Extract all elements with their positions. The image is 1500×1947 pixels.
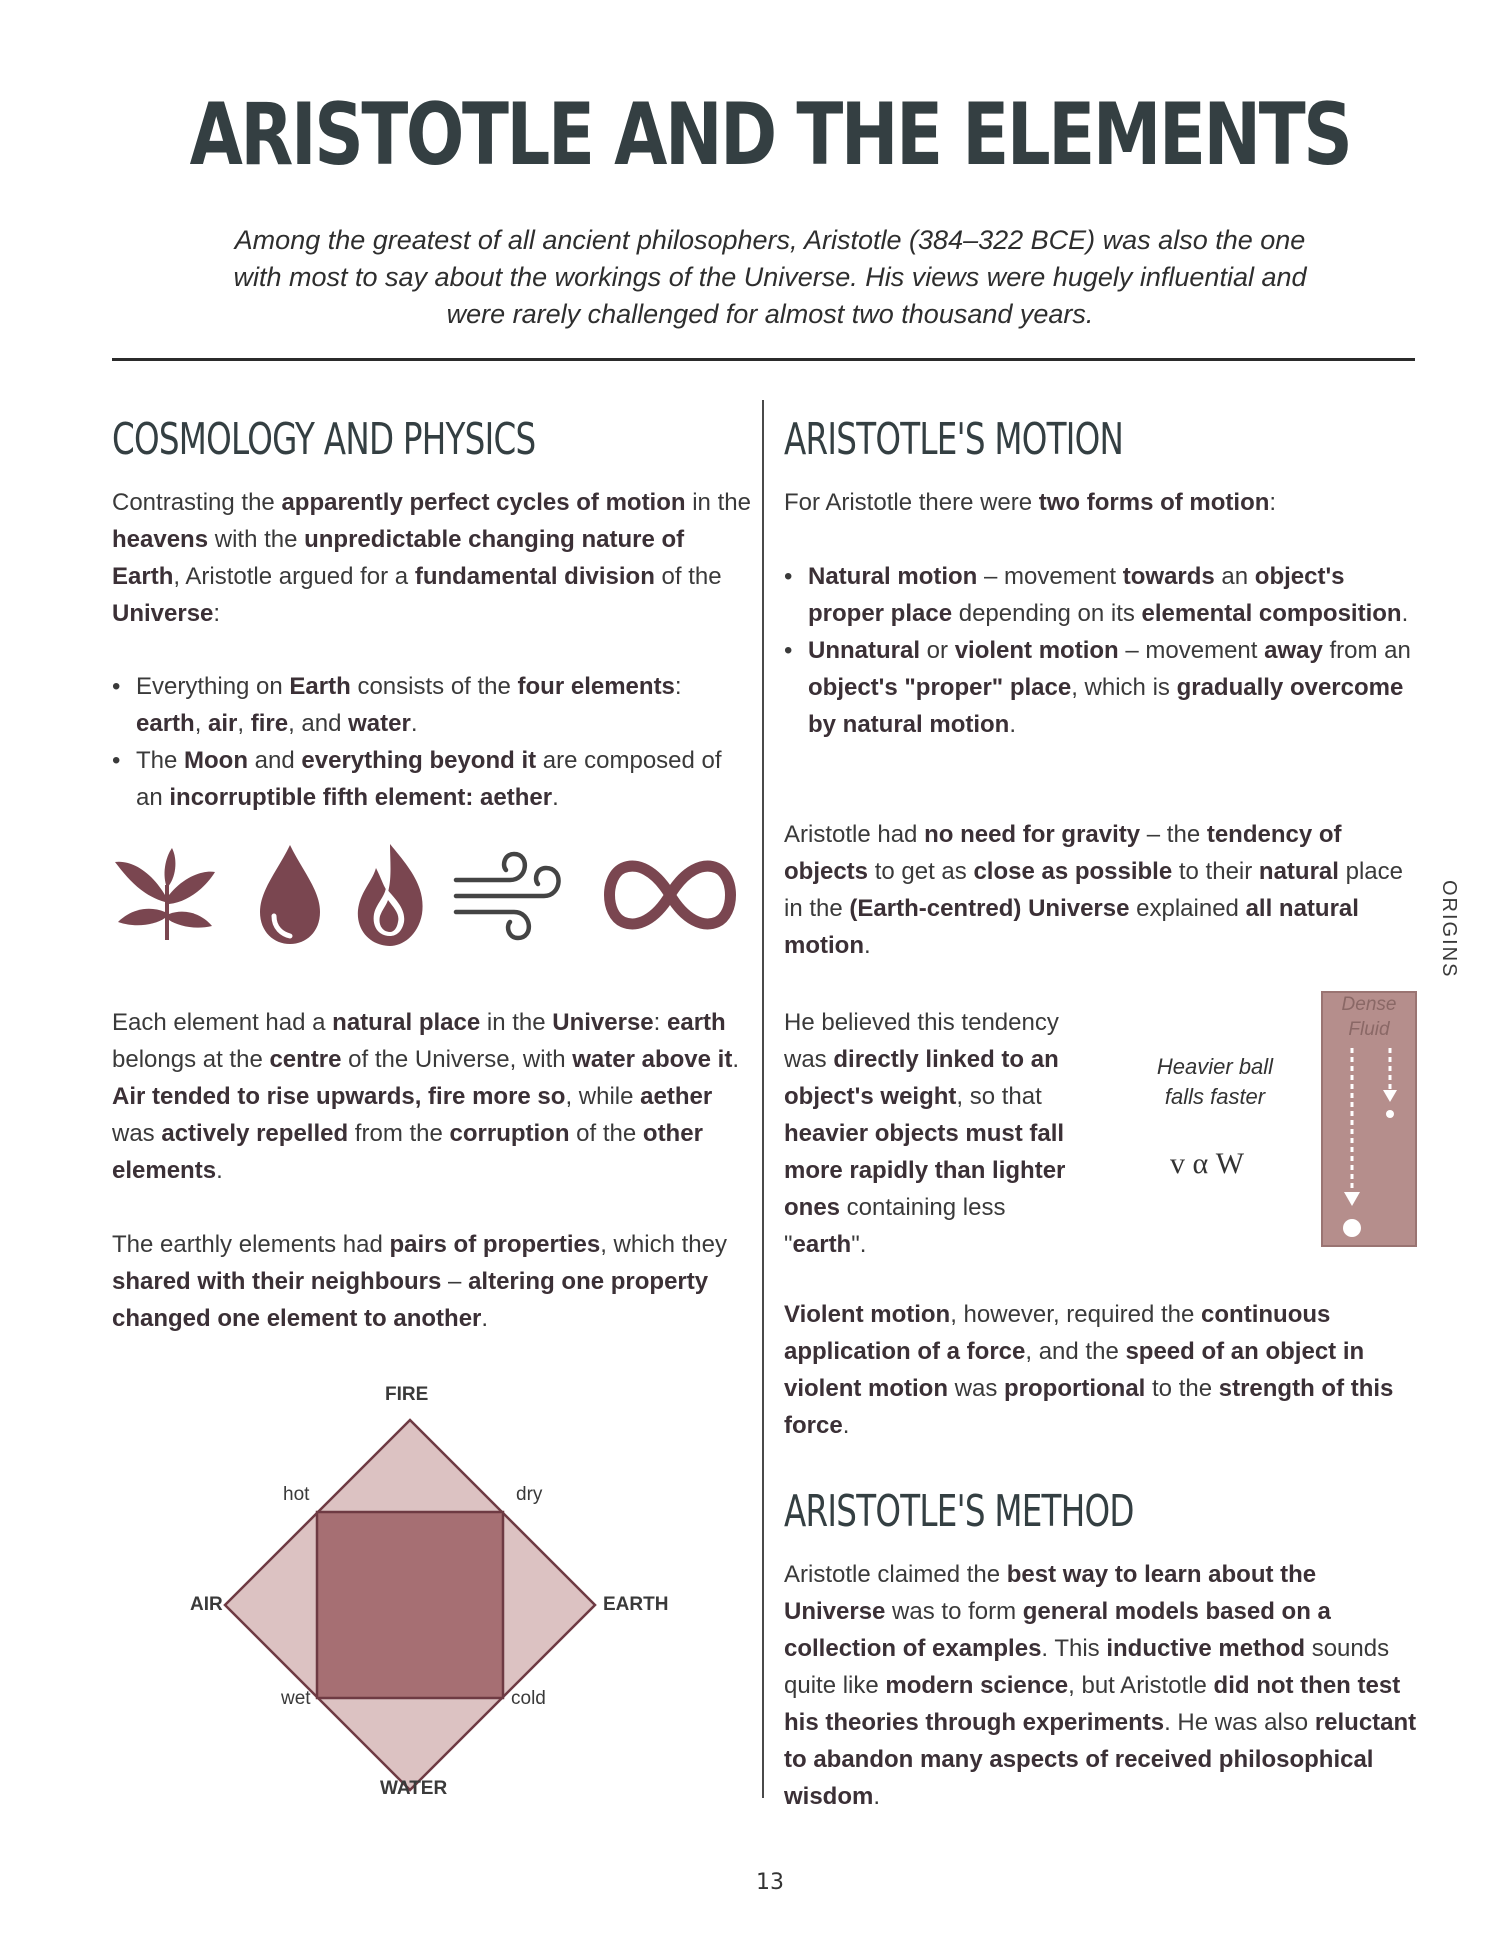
label-fire: FIRE [385, 1384, 429, 1405]
intro-text: Among the greatest of all ancient philosophers, Aristotle (384–322 BCE) was also the one with most to say about the workings of the Universe. His views were hugely influential and were rarely challenged for almost two thousand years. [233, 225, 1307, 329]
column-divider [762, 400, 764, 1798]
label-dry: dry [516, 1484, 543, 1505]
cosmology-paragraph: Contrasting the apparently perfect cycles of motion in the heavens with the unpredictable changing nature of Earth, Aristotle argued for a fundamental division of the Universe: [112, 489, 751, 627]
velocity-weight-formula: v α W [1170, 1147, 1245, 1180]
natural-place-paragraph: Each element had a natural place in the Universe: earth belongs at the centre of the Universe, with water above it. Air tended to rise upwards, fire more so, while aether was actively repelled from the corruption of the other elements. [112, 1009, 739, 1184]
page-number: 13 [756, 1870, 784, 1895]
elements-bullet-list [112, 668, 752, 816]
section-tab: ORIGINS [1438, 880, 1460, 979]
bullet-item: • Natural motion – movement towards an object's proper place depending on its elemental composition. [784, 558, 1424, 632]
bullet-item: • Unnatural or violent motion – movement away from an object's "proper" place, which is gradually overcome by natural motion. [784, 632, 1424, 743]
bullet-item: • The Moon and everything beyond it are composed of an incorruptible fifth element: aether. [112, 742, 752, 816]
plant-icon [110, 840, 220, 950]
header-divider [112, 358, 1415, 361]
label-air: AIR [190, 1594, 223, 1615]
elements-diagram [180, 1380, 700, 1800]
motion-bullet-list [784, 558, 1424, 743]
dense-fluid-label: Dense Fluid [1341, 994, 1397, 1040]
infinity-icon [595, 840, 745, 950]
violent-motion-paragraph: Violent motion, however, required the continuous application of a force, and the speed of an object in violent motion was proportional to the strength of this force. [784, 1301, 1394, 1439]
heading-cosmology: COSMOLOGY AND PHYSICS [112, 414, 536, 465]
gravity-paragraph: Aristotle had no need for gravity – the tendency of objects to get as close as possible to their natural place in the (Earth-centred) Universe explained all natural motion. [784, 821, 1403, 959]
elements-diamond [180, 1380, 700, 1800]
label-wet: wet [281, 1688, 311, 1709]
label-earth: EARTH [603, 1594, 669, 1615]
weight-paragraph: He believed this tendency was directly linked to an object's weight, so that heavier objects must fall more rapidly than lighter ones containing less "earth". [784, 1009, 1066, 1258]
fire-icon [350, 840, 430, 950]
heavier-ball-caption: Heavier ball falls faster [1156, 1054, 1274, 1109]
dense-fluid-tube [1320, 990, 1418, 1248]
heading-method: ARISTOTLE'S METHOD [784, 1486, 1134, 1537]
label-cold: cold [511, 1688, 546, 1709]
label-hot: hot [283, 1484, 310, 1505]
wind-icon [448, 840, 568, 950]
heading-motion: ARISTOTLE'S MOTION [784, 414, 1124, 465]
element-icons-row [110, 840, 750, 950]
label-water: WATER [380, 1778, 448, 1799]
motion-intro: For Aristotle there were two forms of motion: [784, 489, 1277, 516]
water-drop-icon [250, 840, 330, 950]
properties-paragraph: The earthly elements had pairs of properties, which they shared with their neighbours – altering one property changed one element to another. [112, 1231, 727, 1332]
bullet-item: • Everything on Earth consists of the four elements: earth, air, fire, and water. [112, 668, 752, 742]
method-paragraph: Aristotle claimed the best way to learn about the Universe was to form general models based on a collection of examples. This inductive method sounds quite like modern science, but Aristotle did not then test his theories through experiments. He was also reluctant to abandon many aspects of received philosophical wisdom. [784, 1561, 1417, 1810]
page-title: ARISTOTLE AND THE ELEMENTS [189, 85, 1351, 185]
